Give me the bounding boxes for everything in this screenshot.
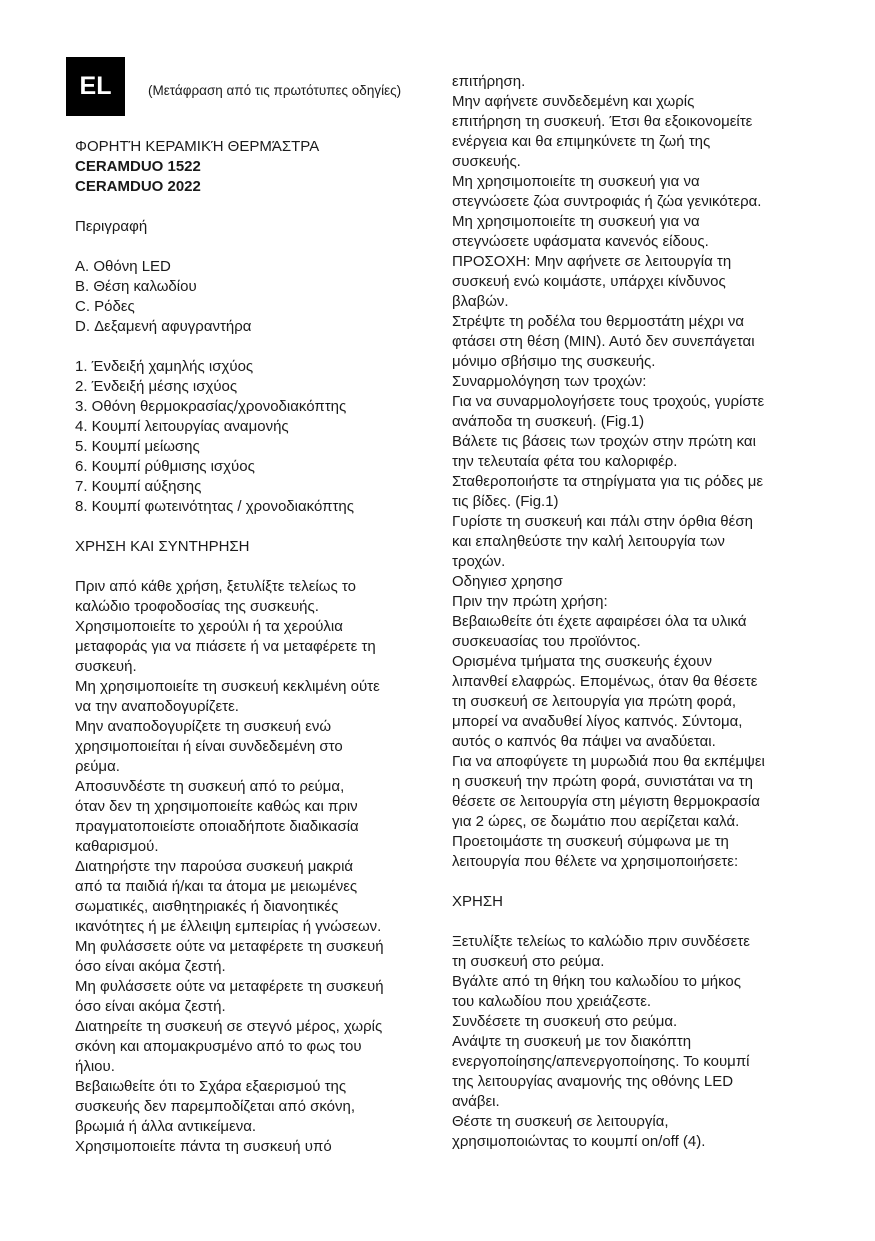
text-line: όσο είναι ακόμα ζεστή. [75, 958, 226, 975]
right-column [452, 72, 802, 1152]
text-line: καλώδιο τροφοδοσίας της συσκευής. [75, 598, 319, 615]
text-line: βλαβών. [452, 293, 509, 310]
text-line: CERAMDUO 2022 [75, 178, 201, 195]
text-line: συσκευής δεν παρεμποδίζεται από σκόνη, [75, 1098, 356, 1115]
text-line: στεγνώσετε ζώα συντροφιάς ή ζώα γενικότερα. [452, 193, 762, 210]
text-line: χρησιμοποιείται ή είναι συνδεδεμένη στο [75, 738, 343, 755]
text-line: καθαρισμού. [75, 838, 159, 855]
text-line: πραγματοποιείστε οποιαδήποτε διαδικασία [75, 818, 359, 835]
text-line: Μη χρησιμοποιείτε τη συσκευή για να [452, 213, 700, 230]
text-line: D. Δεξαμενή αφυγραντήρα [75, 318, 252, 335]
text-line: επιτήρηση. [452, 73, 526, 90]
text-line: μόνιμο σβήσιμο της συσκευής. [452, 353, 656, 370]
text-line: A. Οθόνη LED [75, 258, 171, 275]
paragraph-gap [75, 337, 420, 357]
paragraph-gap [75, 557, 420, 577]
text-line: ήλιου. [75, 1058, 115, 1075]
text-line: Χρησιμοποιείτε το χερούλι ή τα χερούλια [75, 618, 343, 635]
text-line: CERAMDUO 1522 [75, 158, 201, 175]
text-line: Πριν από κάθε χρήση, ξετυλίξτε τελείως το [75, 578, 356, 595]
text-line: συσκευής. [452, 153, 521, 170]
text-line: τις βίδες. (Fig.1) [452, 493, 559, 510]
text-line: τη συσκευή στο ρεύμα. [452, 953, 605, 970]
paragraph-gap [452, 912, 802, 932]
text-line: 8. Κουμπί φωτεινότητας / χρονοδιακόπτης [75, 498, 354, 515]
text-line: ανάβει. [452, 1093, 500, 1110]
text-line: Βεβαιωθείτε ότι το Σχάρα εξαερισμού της [75, 1078, 347, 1095]
text-line: Διατηρήστε την παρούσα συσκευή μακριά [75, 858, 354, 875]
text-line: συσκευή ενώ κοιμάστε, υπάρχει κίνδυνος [452, 273, 726, 290]
translation-note: (Μετάφραση από τις πρωτότυπες οδηγίες) [148, 83, 402, 98]
text-line: επιτήρηση τη συσκευή. Έτσι θα εξοικονομείτε [452, 113, 753, 130]
text-line: C. Ρόδες [75, 298, 135, 315]
language-badge: EL [66, 57, 125, 116]
text-line: 1. Ένδειξή χαμηλής ισχύος [75, 358, 254, 375]
text-line: μπορεί να αναδυθεί λίγος καπνός. Σύντομα, [452, 713, 743, 730]
text-line: τη συσκευή σε λειτουργία για πρώτη φορά, [452, 693, 737, 710]
text-line: συσκευασίας του προϊόντος. [452, 633, 641, 650]
text-line: τροχών. [452, 553, 506, 570]
paragraph-gap [75, 237, 420, 257]
text-line: Συναρμολόγηση των τροχών: [452, 373, 647, 390]
text-line: για 2 ώρες, σε δωμάτιο που αερίζεται καλά. [452, 813, 740, 830]
text-line: Προετοιμάστε τη συσκευή σύμφωνα με τη [452, 833, 729, 850]
text-line: Ξετυλίξτε τελείως το καλώδιο πριν συνδέσετε [452, 933, 750, 950]
text-line: 6. Κουμπί ρύθμισης ισχύος [75, 458, 255, 475]
text-line: Ορισμένα τμήματα της συσκευής έχουν [452, 653, 712, 670]
text-line: Θέστε τη συσκευή σε λειτουργία, [452, 1113, 669, 1130]
text-line: 7. Κουμπί αύξησης [75, 478, 202, 495]
text-line: ρεύμα. [75, 758, 120, 775]
text-line: 4. Κουμπί λειτουργίας αναμονής [75, 418, 289, 435]
text-line: Γυρίστε τη συσκευή και πάλι στην όρθια θέση [452, 513, 753, 530]
text-line: θέσετε σε λειτουργία στη μέγιστη θερμοκρασία [452, 793, 760, 810]
text-line: αυτός ο καπνός θα πάψει να αναδύεται. [452, 733, 716, 750]
text-line: Μη χρησιμοποιείτε τη συσκευή κεκλιμένη ούτε [75, 678, 380, 695]
text-line: από τα παιδιά ή/και τα άτομα με μειωμένες [75, 878, 358, 895]
text-line: λειτουργία που θέλετε να χρησιμοποιήσετε: [452, 853, 739, 870]
text-line: 3. Οθόνη θερμοκρασίας/χρονοδιακόπτης [75, 398, 347, 415]
text-line: της λειτουργίας αναμονής της οθόνης LED [452, 1073, 734, 1090]
text-line: Στρέψτε τη ροδέλα του θερμοστάτη μέχρι να [452, 313, 745, 330]
text-line: Αποσυνδέστε τη συσκευή από το ρεύμα, [75, 778, 345, 795]
text-line: όταν δεν τη χρησιμοποιείτε καθώς και πριν [75, 798, 358, 815]
text-line: στεγνώσετε υφάσματα κανενός είδους. [452, 233, 709, 250]
text-line: Μη χρησιμοποιείτε τη συσκευή για να [452, 173, 700, 190]
text-line: Για να συναρμολογήσετε τους τροχούς, γυρίστε [452, 393, 765, 410]
text-line: ΦΟΡΗΤΉ ΚΕΡΑΜΙΚΉ ΘΕΡΜΆΣΤΡΑ [75, 138, 320, 155]
text-line: χρησιμοποιώντας το κουμπί on/off (4). [452, 1133, 706, 1150]
text-line: B. Θέση καλωδίου [75, 278, 197, 295]
text-line: η συσκευή την πρώτη φορά, συνιστάται να τη [452, 773, 753, 790]
text-line: συσκευή. [75, 658, 137, 675]
text-line: Μη φυλάσσετε ούτε να μεταφέρετε τη συσκευή [75, 978, 384, 995]
text-line: ΧΡΗΣΗ [452, 893, 503, 910]
text-line: μεταφοράς για να πιάσετε ή να μεταφέρετε τη [75, 638, 376, 655]
text-line: Βεβαιωθείτε ότι έχετε αφαιρέσει όλα τα υλικά [452, 613, 747, 630]
text-line: Μην αναποδογυρίζετε τη συσκευή ενώ [75, 718, 332, 735]
text-line: του καλωδίου που χρειάζεστε. [452, 993, 652, 1010]
text-line: Συνδέσετε τη συσκευή στο ρεύμα. [452, 1013, 678, 1030]
text-line: Διατηρείτε τη συσκευή σε στεγνό μέρος, χωρίς [75, 1018, 383, 1035]
paragraph-gap [75, 517, 420, 537]
text-line: βρωμιά ή άλλα αντικείμενα. [75, 1118, 257, 1135]
text-line: Βάλετε τις βάσεις των τροχών στην πρώτη και [452, 433, 756, 450]
text-line: Περιγραφή [75, 218, 148, 235]
text-line: Βγάλτε από τη θήκη του καλωδίου το μήκος [452, 973, 742, 990]
text-line: ενεργοποίησης/απενεργοποίησης. Το κουμπί [452, 1053, 750, 1070]
text-line: Χρησιμοποιείτε πάντα τη συσκευή υπό [75, 1138, 332, 1155]
text-line: σκόνη και απομακρυσμένο από το φως του [75, 1038, 362, 1055]
text-line: την τελευταία φέτα του καλοριφέρ. [452, 453, 678, 470]
text-line: 2. Ένδειξή μέσης ισχύος [75, 378, 238, 395]
text-line: Οδηγιεσ χρησησ [452, 573, 563, 590]
text-line: ενέργεια και θα επιμηκύνετε τη ζωή της [452, 133, 711, 150]
text-line: λιπανθεί ελαφρώς. Επομένως, όταν θα θέσετε [452, 673, 758, 690]
text-line: ανάποδα τη συσκευή. (Fig.1) [452, 413, 645, 430]
text-line: σωματικές, αισθητηριακές ή διανοητικές [75, 898, 339, 915]
text-line: ΧΡΗΣΗ ΚΑΙ ΣΥΝΤΗΡΗΣΗ [75, 538, 250, 555]
text-line: όσο είναι ακόμα ζεστή. [75, 998, 226, 1015]
paragraph-gap [75, 197, 420, 217]
text-line: και επαληθεύστε την καλή λειτουργία των [452, 533, 725, 550]
text-line: Μην αφήνετε συνδεδεμένη και χωρίς [452, 93, 695, 110]
paragraph-gap [452, 872, 802, 892]
text-line: Για να αποφύγετε τη μυρωδιά που θα εκπέμψει [452, 753, 765, 770]
left-column [75, 137, 420, 1157]
text-line: ικανότητες ή με έλλειψη εμπειρίας ή γνώσεων. [75, 918, 382, 935]
text-line: να την αναποδογυρίζετε. [75, 698, 239, 715]
text-line: ΠΡΟΣΟΧΗ: Μην αφήνετε σε λειτουργία τη [452, 253, 732, 270]
text-line: φτάσει στη θέση (MIN). Αυτό δεν συνεπάγεται [452, 333, 755, 350]
text-line: 5. Κουμπί μείωσης [75, 438, 200, 455]
text-line: Σταθεροποιήστε τα στηρίγματα για τις ρόδες με [452, 473, 764, 490]
text-line: Ανάψτε τη συσκευή με τον διακόπτη [452, 1033, 692, 1050]
text-line: Πριν την πρώτη χρήση: [452, 593, 608, 610]
text-line: Μη φυλάσσετε ούτε να μεταφέρετε τη συσκευή [75, 938, 384, 955]
